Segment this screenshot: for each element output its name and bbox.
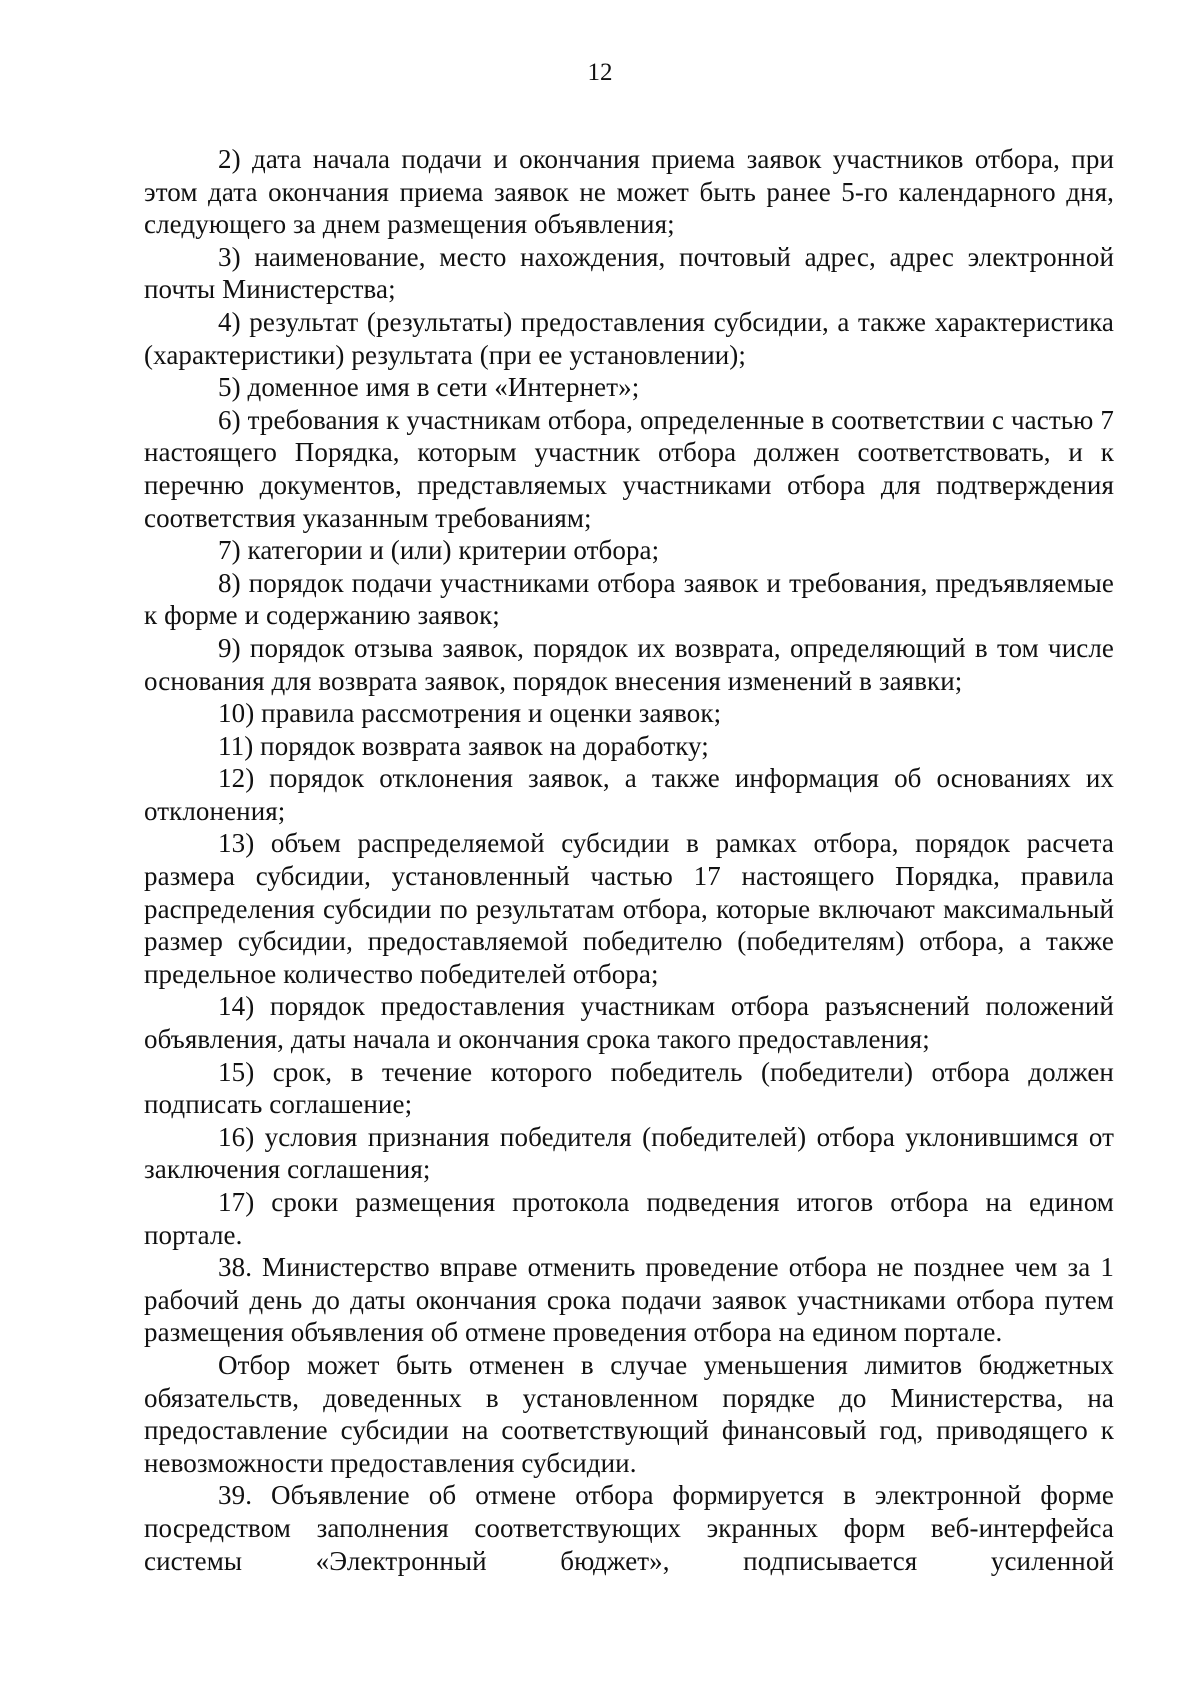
paragraph-item-16: 16) условия признания победителя (победителей) отбора уклонившимся от заключения соглашения;	[144, 1121, 1114, 1185]
paragraph-item-4: 4) результат (результаты) предоставления субсидии, а также характеристика (характеристики) результата (при ее установлении);	[144, 306, 1114, 370]
document-body	[144, 143, 1114, 1577]
paragraph-item-5: 5) доменное имя в сети «Интернет»;	[218, 372, 640, 403]
paragraph-section-39: 39. Объявление об отмене отбора формируется в электронной форме посредством заполнения соответствующих экранных форм веб-интерфейса системы «Электронный бюджет», подписывается усиленной	[144, 1480, 1114, 1576]
paragraph-section-38: 38. Министерство вправе отменить проведение отбора не позднее чем за 1 рабочий день до даты окончания срока подачи заявок участниками отбора путем размещения объявления об отмене проведения отбора на едином портале.	[144, 1252, 1114, 1348]
paragraph-item-15: 15) срок, в течение которого победитель (победители) отбора должен подписать соглашение;	[144, 1056, 1114, 1120]
paragraph-item-13: 13) объем распределяемой субсидии в рамках отбора, порядок расчета размера субсидии, установленный частью 17 настоящего Порядка, правила распределения субсидии по результатам отбора, которые включают максимальный размер субсидии, предоставляемой победителю (победителям) отбора, а также предельное количество победителей отбора;	[144, 828, 1114, 989]
paragraph-cancellation-conditions: Отбор может быть отменен в случае уменьшения лимитов бюджетных обязательств, доведенных в установленном порядке до Министерства, на предоставление субсидии на соответствующий финансовый год, приводящего к невозможности предоставления субсидии.	[144, 1349, 1114, 1478]
paragraph-item-9: 9) порядок отзыва заявок, порядок их возврата, определяющий в том числе основания для возврата заявок, порядок внесения изменений в заявки;	[144, 632, 1114, 696]
paragraph-item-11: 11) порядок возврата заявок на доработку;	[218, 730, 709, 761]
paragraph-item-14: 14) порядок предоставления участникам отбора разъяснений положений объявления, даты начала и окончания срока такого предоставления;	[144, 991, 1114, 1055]
paragraph-item-2: 2) дата начала подачи и окончания приема заявок участников отбора, при этом дата окончания приема заявок не может быть ранее 5-го календарного дня, следующего за днем размещения объявления;	[144, 144, 1114, 240]
paragraph-item-7: 7) категории и (или) критерии отбора;	[218, 535, 660, 566]
paragraph-item-10: 10) правила рассмотрения и оценки заявок;	[218, 698, 722, 729]
paragraph-item-12: 12) порядок отклонения заявок, а также информация об основаниях их отклонения;	[144, 763, 1114, 826]
page-number: 12	[587, 59, 613, 86]
paragraph-item-3: 3) наименование, место нахождения, почтовый адрес, адрес электронной почты Министерства;	[144, 241, 1114, 305]
paragraph-item-17: 17) сроки размещения протокола подведения итогов отбора на едином портале.	[144, 1187, 1114, 1250]
paragraph-item-6: 6) требования к участникам отбора, определенные в соответствии с частью 7 настоящего Порядка, которым участник отбора должен соответствовать, и к перечню документов, представляемых участниками отбора для подтверждения соответствия указанным требованиям;	[144, 404, 1114, 533]
paragraph-item-8: 8) порядок подачи участниками отбора заявок и требования, предъявляемые к форме и содержанию заявок;	[144, 567, 1114, 631]
